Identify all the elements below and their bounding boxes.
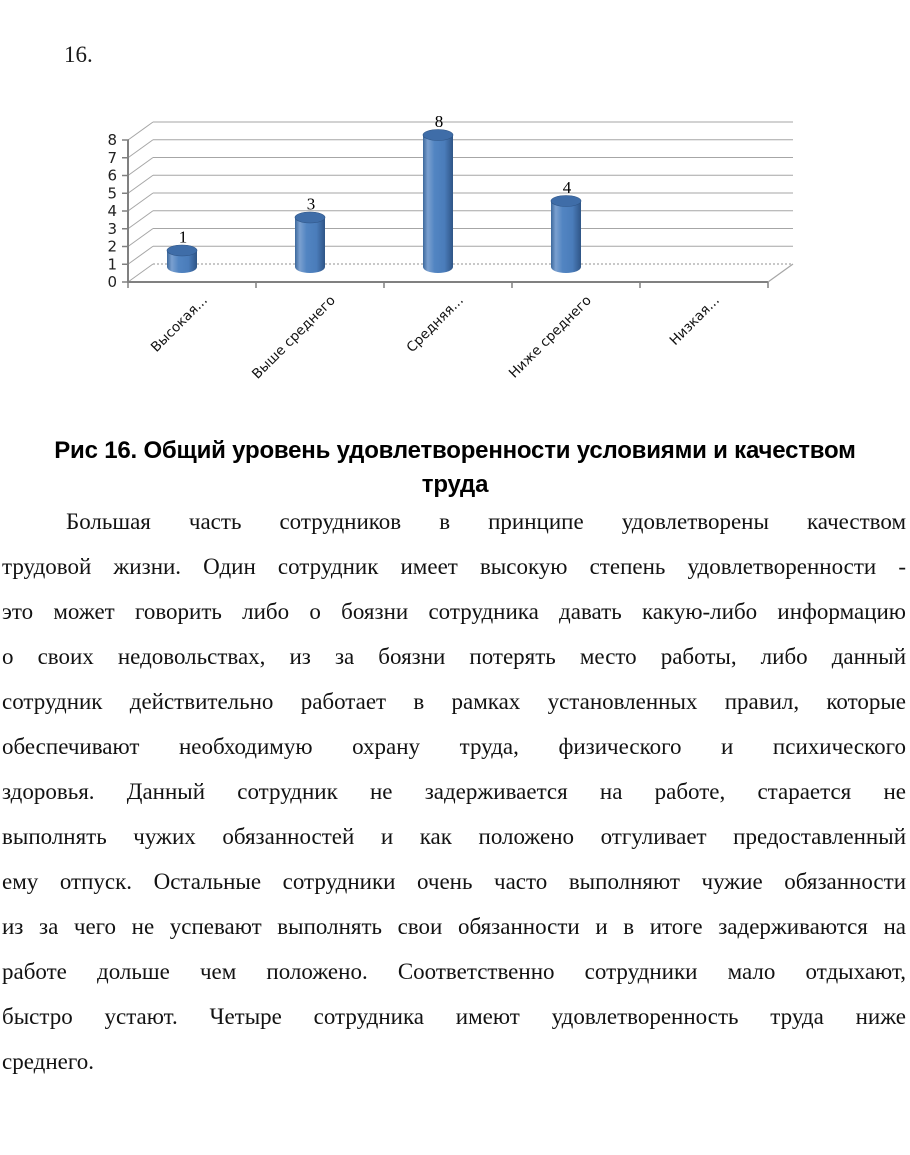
- x-axis-category-label: Высокая...: [147, 292, 211, 356]
- text-line: ему отпуск. Остальные сотрудники очень часто выполняют чужие обязанности: [2, 869, 906, 894]
- text-line: быстро устают. Четыре сотрудника имеют удовлетворенность труда ниже: [2, 1004, 906, 1029]
- x-axis-category-label: Ниже среднего: [505, 292, 595, 382]
- x-axis-category-label: Выше среднего: [249, 292, 339, 383]
- bar-cylinder-top: [295, 212, 325, 223]
- gridline-depth-segment: [128, 246, 153, 264]
- bar-value-label: 4: [562, 178, 572, 197]
- figure-caption: Рис 16. Общий уровень удовлетворенности условиями и качеством труда: [54, 437, 856, 498]
- y-axis-tick-label: 2: [107, 237, 117, 256]
- text-line: трудовой жизни. Один сотрудник имеет высокую степень удовлетворенности -: [2, 554, 906, 579]
- gridline-depth-segment: [128, 193, 153, 211]
- y-axis-tick-label: 7: [107, 148, 117, 167]
- bar-value-label: 3: [306, 194, 316, 214]
- y-axis-tick-label: 1: [107, 255, 117, 274]
- bar-cylinder-top: [551, 196, 581, 207]
- bar-cylinder-top: [167, 245, 197, 256]
- text-line: Большая часть сотрудников в принципе удовлетворены качеством: [66, 509, 906, 534]
- bar-cylinder-top: [423, 130, 453, 141]
- x-axis-category-label: Низкая...: [666, 292, 723, 349]
- bar-value-label: 1: [178, 227, 188, 247]
- bar-cylinder-body: [551, 201, 581, 267]
- y-axis-tick-label: 0: [107, 273, 117, 291]
- x-axis-category-label: Средняя...: [403, 292, 467, 356]
- y-axis-tick-label: 4: [107, 202, 117, 220]
- text-line: обеспечивают необходимую охрану труда, физического и психического: [2, 734, 906, 759]
- y-axis-tick-label: 8: [107, 131, 117, 149]
- y-axis-tick-label: 3: [107, 219, 117, 238]
- gridline-depth-segment: [128, 211, 153, 229]
- gridline-depth-segment: [128, 175, 153, 193]
- floor-right-edge: [768, 264, 793, 282]
- text-line: выполнять чужих обязанностей и как положено отгуливает предоставленный: [2, 824, 906, 849]
- gridline-depth-segment: [128, 229, 153, 247]
- y-axis-tick-label: 5: [107, 184, 117, 203]
- bar-cylinder-body: [295, 218, 325, 268]
- gridline-depth-segment: [128, 264, 153, 282]
- body-paragraph: [2, 499, 906, 1084]
- bar-cylinder-body: [423, 135, 453, 267]
- gridline-depth-segment: [128, 122, 153, 140]
- y-axis-tick-label: 6: [107, 166, 117, 185]
- text-line: здоровья. Данный сотрудник не задерживается на работе, старается не: [2, 779, 906, 804]
- text-line: сотрудник действительно работает в рамках установленных правил, которые: [2, 689, 906, 714]
- satisfaction-bar-chart: [0, 0, 910, 425]
- text-line: из за чего не успевают выполнять свои обязанности и в итоге задерживаются на: [2, 914, 906, 939]
- bar-value-label: 8: [434, 112, 444, 131]
- text-line: о своих недовольствах, из за боязни потерять место работы, либо данный: [2, 644, 906, 669]
- text-line: среднего.: [2, 1049, 94, 1074]
- list-item-number: 16.: [64, 42, 93, 67]
- gridline-depth-segment: [128, 140, 153, 158]
- text-line: работе дольше чем положено. Соответственно сотрудники мало отдыхают,: [2, 959, 906, 984]
- text-line: это может говорить либо о боязни сотрудника давать какую-либо информацию: [2, 599, 906, 624]
- gridline-depth-segment: [128, 158, 153, 176]
